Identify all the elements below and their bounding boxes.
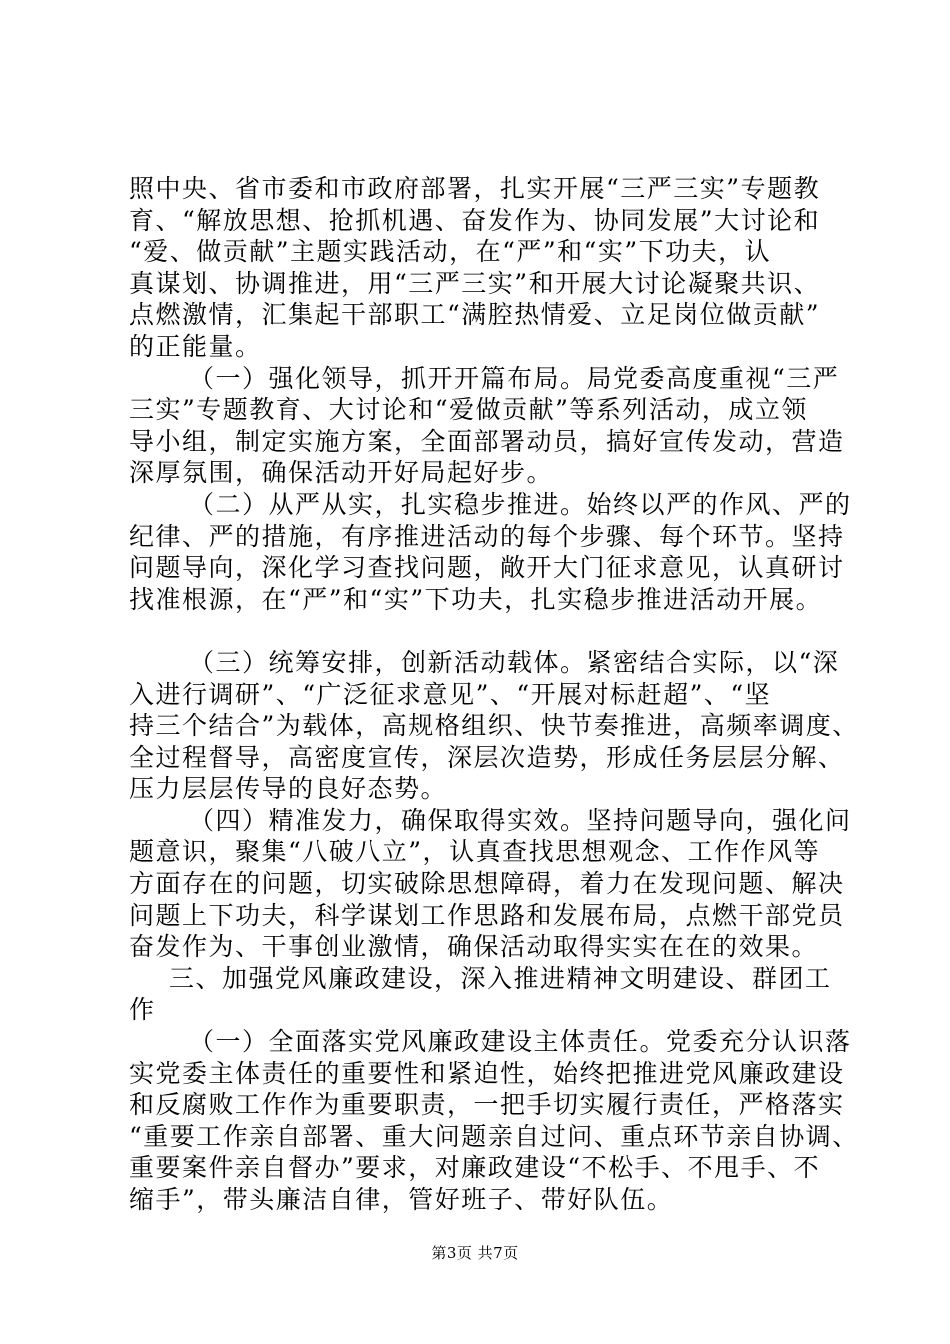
text-line: 方面存在的问题，切实破除思想障碍，着力在发现问题、解决 — [129, 869, 845, 899]
text-line: （二）从严从实，扎实稳步推进。始终以严的作风、严的 — [189, 489, 852, 519]
text-line: 入进行调研”、“广泛征求意见”、“开展对标赶超”、“坚 — [129, 679, 772, 709]
text-line: 奋发作为、干事创业激情，确保活动取得实实在在的效果。 — [129, 932, 819, 962]
blank-line — [129, 615, 839, 647]
text-line: （三）统筹安排，创新活动载体。紧密结合实际，以“深 — [189, 647, 840, 677]
text-line: 真谋划、协调推进，用“三严三实”和开展大讨论凝聚共识、 — [129, 268, 821, 298]
text-line: 深厚氛围，确保活动开好局起好步。 — [129, 458, 554, 488]
text-line: （四）精准发力，确保取得实效。坚持问题导向，强化问 — [189, 805, 852, 835]
page-number-footer: 第3页 共7页 — [431, 1244, 519, 1262]
text-line: 点燃激情，汇集起干部职工“满腔热情爱、立足岗位做贡献” — [129, 300, 821, 330]
text-line: 问题上下功夫，科学谋划工作思路和发展布局，点燃干部党员 — [129, 900, 845, 930]
text-line: （一）强化领导，抓开开篇布局。局党委高度重视“三严 — [189, 363, 840, 393]
text-line: 导小组，制定实施方案，全面部署动员，搞好宣传发动，营造 — [129, 426, 845, 456]
text-line: 三实”专题教育、大讨论和“爱做贡献”等系列活动，成立领 — [129, 395, 808, 425]
text-line: （一）全面落实党风廉政建设主体责任。党委充分认识落 — [189, 1027, 852, 1057]
text-line: 压力层层传导的良好态势。 — [129, 774, 448, 804]
text-line: 照中央、省市委和市政府部署，扎实开展“三严三实”专题教 — [129, 174, 821, 203]
text-line: 重要案件亲自督办”要求，对廉政建设“不松手、不甩手、不 — [129, 1153, 821, 1183]
text-line: 全过程督导，高密度宣传，深层次造势，形成任务层层分解、 — [129, 742, 845, 772]
text-line: 实党委主体责任的重要性和紧迫性，始终把推进党风廉政建设 — [129, 1058, 845, 1088]
text-line: 育、“解放思想、抢抓机遇、奋发作为、协同发展”大讨论和 — [129, 205, 821, 235]
text-line: 作 — [129, 995, 156, 1025]
text-line: “重要工作亲自部署、重大问题亲自过问、重点环节亲自协调、 — [129, 1121, 859, 1151]
document-body — [129, 173, 859, 1216]
text-line: 找准根源，在“严”和“实”下功夫，扎实稳步推进活动开展。 — [129, 584, 823, 614]
text-line: 持三个结合”为载体，高规格组织、快节奏推进，高频率调度、 — [129, 711, 859, 741]
text-line: 三、加强党风廉政建设，深入推进精神文明建设、群团工 — [169, 963, 832, 993]
text-line: 和反腐败工作作为重要职责，一把手切实履行责任，严格落实 — [129, 1090, 845, 1120]
text-line: 缩手”，带头廉洁自律，管好班子、带好队伍。 — [129, 1185, 674, 1214]
text-line: “爱、做贡献”主题实践活动，在“严”和“实”下功夫，认 — [129, 237, 772, 267]
text-line: 纪律、严的措施，有序推进活动的每个步骤、每个环节。坚持 — [129, 521, 845, 551]
text-line: 问题导向，深化学习查找问题，敞开大门征求意见，认真研讨 — [129, 553, 845, 583]
text-line: 题意识，聚集“八破八立”，认真查找思想观念、工作作风等 — [129, 837, 821, 867]
text-line: 的正能量。 — [129, 331, 262, 361]
